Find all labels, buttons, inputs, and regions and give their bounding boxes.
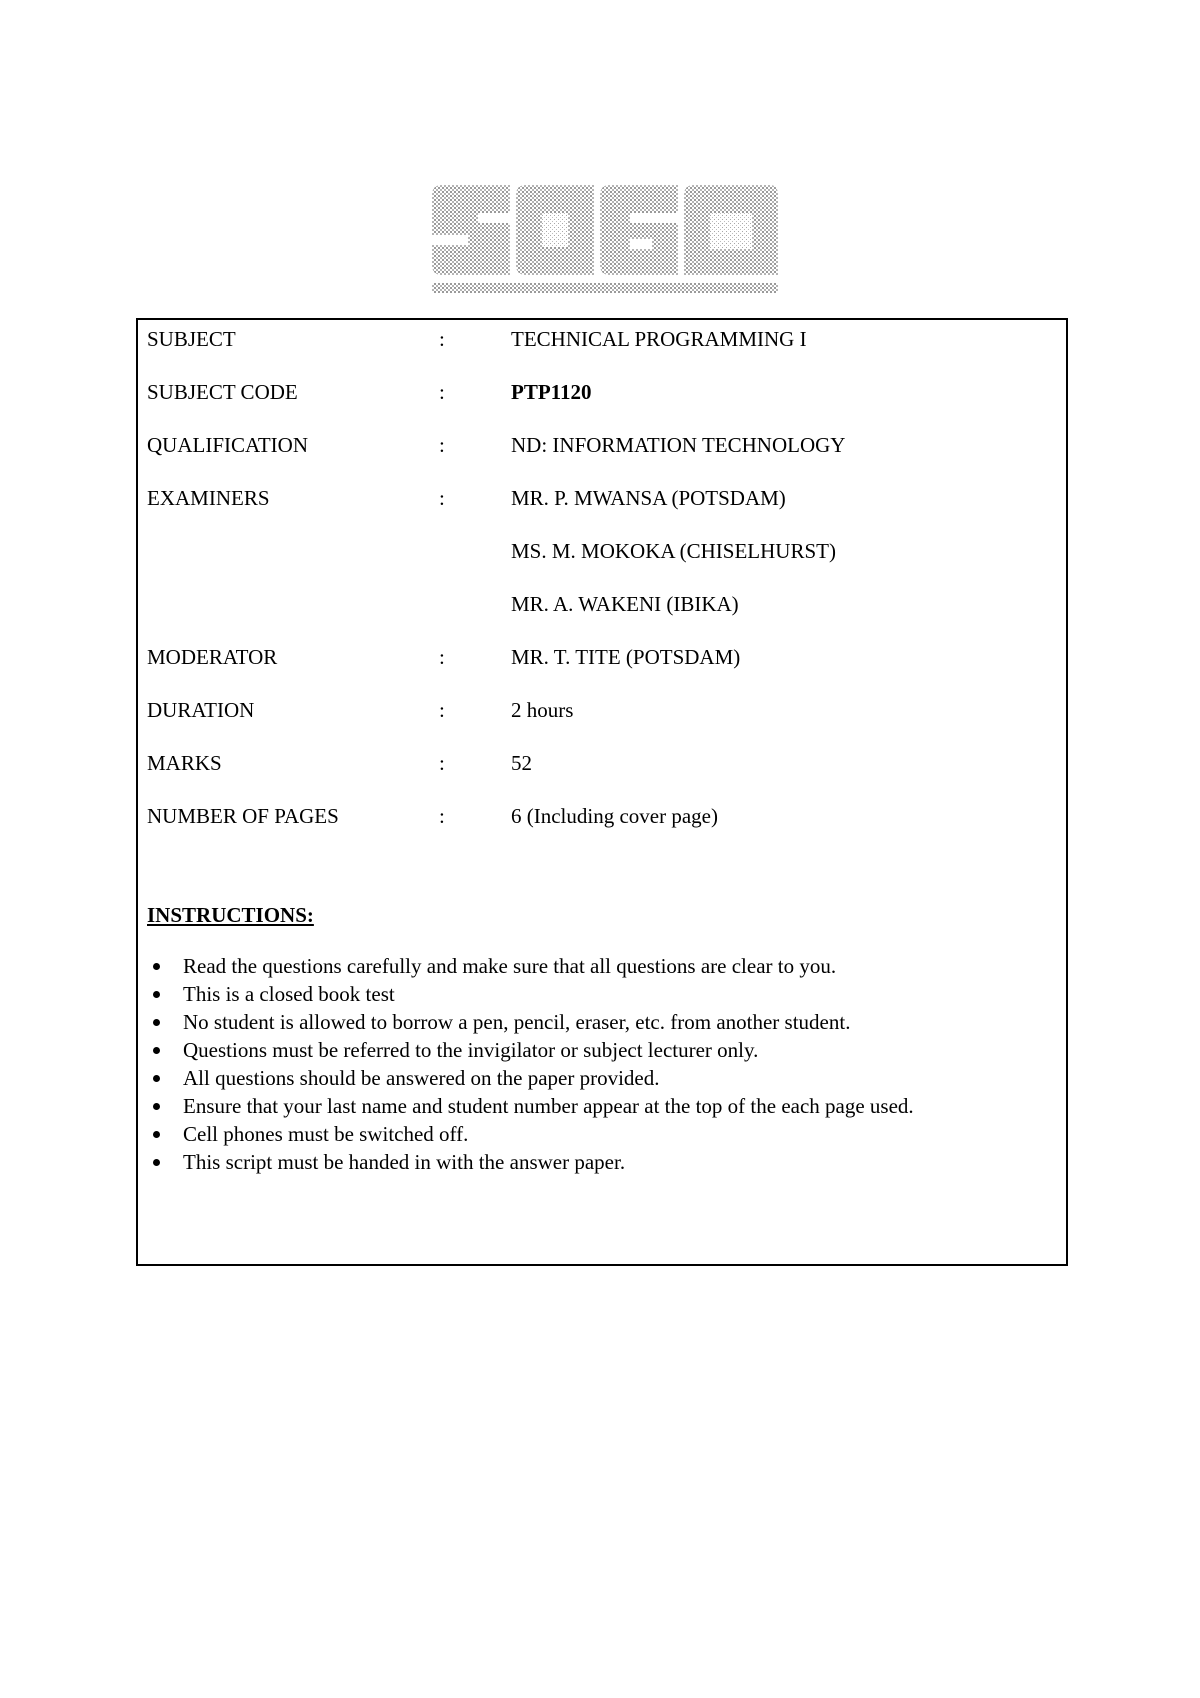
- field-colon: :: [439, 327, 445, 351]
- field-label: SUBJECT CODE: [147, 380, 298, 404]
- field-value: MR. T. TITE (POTSDAM): [511, 645, 741, 669]
- field-colon: :: [439, 380, 445, 404]
- field-row-moderator: [138, 642, 1066, 672]
- field-value: MS. M. MOKOKA (CHISELHURST): [511, 539, 836, 563]
- bullet-icon: [153, 1047, 160, 1054]
- instruction-text: Questions must be referred to the invigilator or subject lecturer only.: [183, 1038, 759, 1062]
- instruction-text: This script must be handed in with the answer paper.: [183, 1150, 626, 1174]
- cover-info-box: [136, 318, 1068, 1266]
- field-colon: :: [439, 804, 445, 828]
- bullet-icon: [153, 963, 160, 970]
- list-item: [147, 1036, 914, 1064]
- instruction-text: No student is allowed to borrow a pen, pencil, eraser, etc. from another student.: [183, 1010, 851, 1034]
- instructions-heading: INSTRUCTIONS:: [147, 903, 314, 927]
- field-label: SUBJECT: [147, 327, 236, 351]
- instruction-text: Cell phones must be switched off.: [183, 1122, 469, 1146]
- list-item: [147, 1148, 914, 1176]
- field-colon: :: [439, 645, 445, 669]
- logo-mark: [432, 185, 778, 293]
- field-row-number-of-pages: [138, 801, 1066, 831]
- instructions-list: [147, 952, 914, 1176]
- field-label: NUMBER OF PAGES: [147, 804, 339, 828]
- instruction-text: This is a closed book test: [183, 982, 395, 1006]
- field-colon: :: [439, 698, 445, 722]
- bullet-icon: [153, 1019, 160, 1026]
- field-value: MR. A. WAKENI (IBIKA): [511, 592, 739, 616]
- list-item: [147, 980, 914, 1008]
- field-row-subject-code: [138, 377, 1066, 407]
- field-row-examiners: [138, 483, 1066, 513]
- bullet-icon: [153, 1075, 160, 1082]
- field-row-examiner-2: [138, 536, 1066, 566]
- field-value: 6 (Including cover page): [511, 804, 718, 828]
- field-row-duration: [138, 695, 1066, 725]
- institution-logo: [430, 183, 780, 300]
- field-label: MODERATOR: [147, 645, 278, 669]
- field-row-qualification: [138, 430, 1066, 460]
- list-item: [147, 1008, 914, 1036]
- field-colon: :: [439, 433, 445, 457]
- instruction-text: All questions should be answered on the paper provided.: [183, 1066, 660, 1090]
- field-label: EXAMINERS: [147, 486, 270, 510]
- field-value: PTP1120: [511, 380, 592, 404]
- field-colon: :: [439, 751, 445, 775]
- instruction-text: Ensure that your last name and student number appear at the top of the each page used.: [183, 1094, 914, 1118]
- bullet-icon: [153, 991, 160, 998]
- list-item: [147, 1120, 914, 1148]
- bullet-icon: [153, 1103, 160, 1110]
- field-row-marks: [138, 748, 1066, 778]
- field-value: 52: [511, 751, 532, 775]
- list-item: [147, 952, 914, 980]
- bullet-icon: [153, 1159, 160, 1166]
- field-value: TECHNICAL PROGRAMMING I: [511, 327, 807, 351]
- field-row-subject: [138, 324, 1066, 354]
- field-value: MR. P. MWANSA (POTSDAM): [511, 486, 786, 510]
- list-item: [147, 1092, 914, 1120]
- bullet-icon: [153, 1131, 160, 1138]
- instruction-text: Read the questions carefully and make sure that all questions are clear to you.: [183, 954, 837, 978]
- field-row-examiner-3: [138, 589, 1066, 619]
- list-item: [147, 1064, 914, 1092]
- field-label: QUALIFICATION: [147, 433, 308, 457]
- field-value: ND: INFORMATION TECHNOLOGY: [511, 433, 846, 457]
- field-label: DURATION: [147, 698, 255, 722]
- field-colon: :: [439, 486, 445, 510]
- field-value: 2 hours: [511, 698, 574, 722]
- field-label: MARKS: [147, 751, 222, 775]
